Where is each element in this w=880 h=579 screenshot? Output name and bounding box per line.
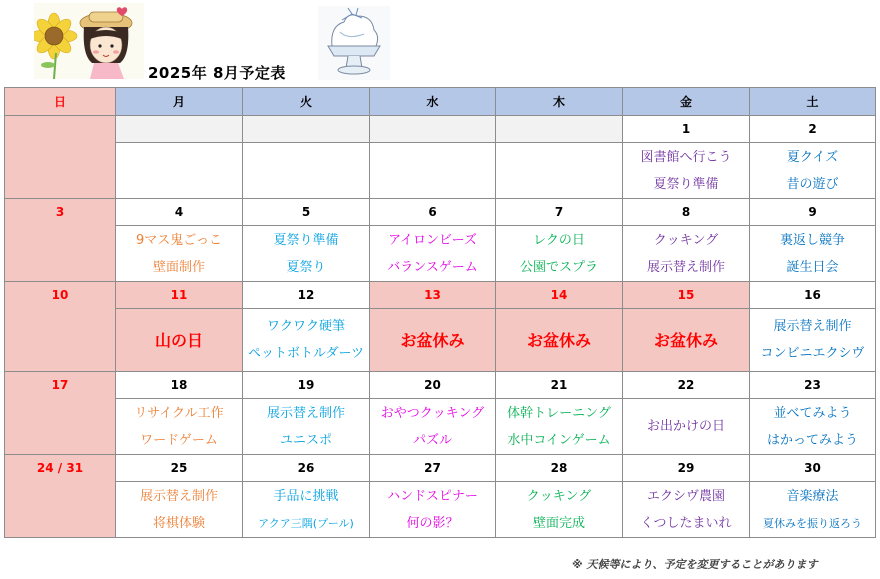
event-item: 手品に挑戦 <box>273 488 339 504</box>
event-cell <box>243 309 370 372</box>
date-cell: 2 <box>750 116 876 143</box>
event-item: はかってみよう <box>766 432 858 448</box>
event-cell <box>750 309 876 372</box>
date-cell <box>370 116 496 143</box>
event-item: 壁面完成 <box>532 515 585 531</box>
date-cell: 30 <box>750 455 876 482</box>
calendar-title: 2025年 8月予定表 <box>148 64 286 82</box>
date-cell <box>496 116 623 143</box>
event-cell <box>116 399 243 455</box>
event-item: アクア三隅(プール) <box>258 516 354 530</box>
week-2-dates <box>5 199 876 226</box>
date-cell: 9 <box>750 199 876 226</box>
weekday-header-row <box>5 88 876 116</box>
date-cell-holiday: 13 <box>370 282 496 309</box>
event-item: レクの日 <box>533 232 585 248</box>
event-item: 夏祭り準備 <box>653 176 719 192</box>
date-cell <box>243 116 370 143</box>
date-cell: 7 <box>496 199 623 226</box>
date-cell <box>116 116 243 143</box>
event-item: 音楽療法 <box>786 488 839 504</box>
holiday-event-cell: お盆休み <box>496 309 623 372</box>
date-cell: 20 <box>370 372 496 399</box>
sunday-cell: 24 / 31 <box>5 455 116 538</box>
event-item: 展示替え制作 <box>266 405 345 421</box>
event-item: アイロンビーズ <box>388 232 477 248</box>
date-cell: 8 <box>623 199 750 226</box>
event-cell <box>750 482 876 538</box>
event-item: リサイクル工作 <box>134 405 224 421</box>
event-cell <box>496 226 623 282</box>
sunday-cell: 3 <box>5 199 116 282</box>
event-cell <box>750 399 876 455</box>
header-monday: 月 <box>116 88 243 116</box>
event-cell <box>116 482 243 538</box>
event-item: 公園でスプラ <box>519 259 598 275</box>
week-2-events <box>5 226 876 282</box>
event-cell <box>243 143 370 199</box>
event-cell <box>370 143 496 199</box>
event-cell <box>623 226 750 282</box>
week-5-dates <box>5 455 876 482</box>
week-3-dates <box>5 282 876 309</box>
event-item: 夏祭り準備 <box>273 232 339 248</box>
event-item: エクシヴ農園 <box>646 488 725 504</box>
event-item: 展示替え制作 <box>139 488 218 504</box>
footnote: ※ 天候等により、予定を変更することがあります <box>572 558 818 571</box>
date-cell: 26 <box>243 455 370 482</box>
event-cell <box>370 399 496 455</box>
header-wednesday: 水 <box>370 88 496 116</box>
event-item: 水中コインゲーム <box>507 432 611 448</box>
event-cell <box>370 482 496 538</box>
week-4-events <box>5 399 876 455</box>
event-item: 夏祭り <box>286 259 326 275</box>
event-item: ハンドスピナー <box>387 488 478 504</box>
date-cell: 6 <box>370 199 496 226</box>
event-cell <box>623 482 750 538</box>
date-cell-holiday: 11 <box>116 282 243 309</box>
header-sunday: 日 <box>5 88 116 116</box>
event-item: くつしたまいれ <box>640 515 732 531</box>
event-item: パズル <box>412 432 452 448</box>
date-cell: 29 <box>623 455 750 482</box>
sunflower-girl-illustration <box>34 3 144 79</box>
sunday-cell <box>5 116 116 199</box>
shaved-ice-illustration <box>318 6 390 80</box>
event-item: クッキング <box>653 232 719 248</box>
date-cell-holiday: 15 <box>623 282 750 309</box>
date-cell: 23 <box>750 372 876 399</box>
date-cell: 1 <box>623 116 750 143</box>
event-cell <box>496 143 623 199</box>
date-cell: 18 <box>116 372 243 399</box>
date-cell: 27 <box>370 455 496 482</box>
event-item: ユニスポ <box>279 432 332 448</box>
event-item: 昔の遊び <box>786 176 839 192</box>
holiday-event-cell: 山の日 <box>116 309 243 372</box>
header-thursday: 木 <box>496 88 623 116</box>
event-item: 図書館へ行こう <box>640 149 732 165</box>
event-item: コンビニエクシヴ <box>760 346 865 361</box>
event-cell <box>750 143 876 199</box>
event-item: 展示替え制作 <box>646 259 725 275</box>
date-cell: 22 <box>623 372 750 399</box>
holiday-event-cell: お盆休み <box>370 309 496 372</box>
event-cell <box>370 226 496 282</box>
event-item: 何の影？ <box>406 515 459 531</box>
event-cell <box>496 482 623 538</box>
event-cell <box>243 399 370 455</box>
date-cell: 21 <box>496 372 623 399</box>
event-item: ワクワク硬筆 <box>266 319 345 334</box>
date-cell: 25 <box>116 455 243 482</box>
date-cell: 5 <box>243 199 370 226</box>
event-cell <box>623 143 750 199</box>
event-item: 将棋体験 <box>152 515 205 531</box>
event-item: 9マス鬼ごっこ <box>135 232 222 248</box>
event-cell <box>496 399 623 455</box>
week-3-events <box>5 309 876 372</box>
date-cell: 19 <box>243 372 370 399</box>
date-cell: 12 <box>243 282 370 309</box>
header-tuesday: 火 <box>243 88 370 116</box>
sunday-cell: 17 <box>5 372 116 455</box>
date-cell: 4 <box>116 199 243 226</box>
event-cell <box>750 226 876 282</box>
event-item: 誕生日会 <box>786 259 839 275</box>
week-1-events <box>5 143 876 199</box>
event-item: 壁面制作 <box>152 259 205 275</box>
event-item: 体幹トレーニング <box>507 405 611 421</box>
event-item: 並べてみよう <box>773 405 852 421</box>
header-friday: 金 <box>623 88 750 116</box>
event-item: ワードゲーム <box>140 432 218 448</box>
header-saturday: 土 <box>750 88 876 116</box>
week-4-dates <box>5 372 876 399</box>
event-cell <box>243 226 370 282</box>
event-cell <box>116 143 243 199</box>
week-5-events <box>5 482 876 538</box>
event-cell: お出かけの日 <box>623 399 750 455</box>
event-item: クッキング <box>526 488 592 504</box>
event-cell <box>243 482 370 538</box>
event-item: 裏返し競争 <box>779 232 845 248</box>
date-cell: 16 <box>750 282 876 309</box>
event-item: バランスゲーム <box>387 259 478 275</box>
event-cell <box>116 226 243 282</box>
event-item: おやつクッキング <box>380 405 485 421</box>
week-1-dates <box>5 116 876 143</box>
calendar-table <box>4 87 876 538</box>
date-cell-holiday: 14 <box>496 282 623 309</box>
sunday-cell: 10 <box>5 282 116 372</box>
event-item: 展示替え制作 <box>773 319 852 334</box>
event-item: 夏クイズ <box>786 149 839 165</box>
holiday-event-cell: お盆休み <box>623 309 750 372</box>
event-item: 夏休みを振り返ろう <box>763 516 862 530</box>
event-item: ペットボトルダーツ <box>248 346 364 361</box>
date-cell: 28 <box>496 455 623 482</box>
